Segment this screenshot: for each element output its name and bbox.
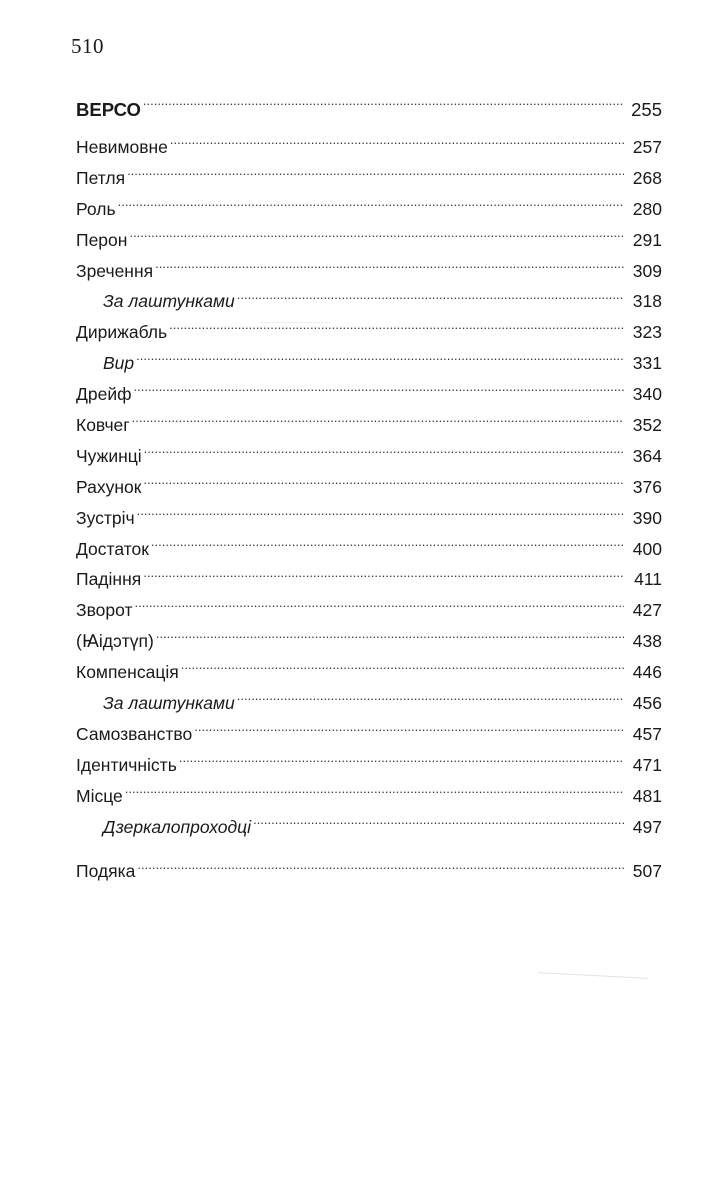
toc-entry: [76, 719, 662, 750]
leader-dots: [155, 259, 624, 277]
leader-dots: [143, 98, 624, 117]
toc-entry-title: Достаток: [76, 538, 149, 559]
leader-dots: [144, 444, 624, 462]
toc-entry-title: За лаштунками: [103, 291, 235, 312]
toc-page-number: 471: [632, 754, 662, 775]
toc-entry-title: За лаштунками: [103, 693, 235, 714]
toc-entry-title: Ковчег: [76, 415, 130, 436]
toc-page-number: 438: [632, 631, 662, 652]
toc-entry: [76, 472, 662, 503]
toc-entry-title: (Ꙗідɔтүп): [76, 631, 154, 652]
toc-entry-title: Перон: [76, 229, 128, 250]
toc-entry: [76, 256, 662, 287]
toc-entry-title: Місце: [76, 785, 123, 806]
toc-page-number: 331: [632, 353, 662, 374]
toc-entry-title: Падіння: [76, 569, 142, 590]
paper-smudge: [538, 972, 648, 979]
toc-entry: [76, 750, 662, 781]
toc-entry: [76, 781, 662, 812]
toc-entry: [76, 595, 662, 626]
toc-entry-title: Роль: [76, 198, 116, 219]
leader-dots: [170, 136, 624, 154]
toc-page-number: 456: [632, 693, 662, 714]
toc-page-number: 268: [632, 167, 662, 188]
toc-page-number: 291: [632, 229, 662, 250]
toc-page-number: 507: [632, 861, 662, 882]
toc-entry: [76, 503, 662, 534]
leader-dots: [125, 784, 624, 802]
toc-page-number: 497: [632, 816, 662, 837]
table-of-contents: [76, 92, 662, 887]
toc-entry-title: Дрейф: [76, 384, 132, 405]
toc-page-number: 457: [632, 723, 662, 744]
toc-entry-title: Самозванство: [76, 723, 193, 744]
leader-dots: [118, 197, 624, 215]
toc-entry: [76, 564, 662, 595]
toc-page-number: 390: [632, 507, 662, 528]
leader-dots: [137, 506, 624, 524]
toc-page-number: 446: [632, 662, 662, 683]
leader-dots: [132, 414, 624, 432]
toc-entry: [76, 410, 662, 441]
toc-entry-title: Рахунок: [76, 476, 142, 497]
leader-dots: [237, 692, 624, 710]
toc-subentry: [76, 688, 662, 719]
toc-entry: [76, 194, 662, 225]
leader-dots: [151, 537, 624, 555]
leader-dots: [156, 630, 624, 648]
toc-page-number: 323: [632, 322, 662, 343]
toc-page-number: 257: [632, 137, 662, 157]
leader-dots: [137, 860, 624, 878]
leader-dots: [253, 815, 624, 833]
leader-dots: [129, 228, 624, 246]
toc-entry: [76, 534, 662, 565]
leader-dots: [143, 475, 624, 493]
toc-entry-title: Подяка: [76, 861, 136, 882]
toc-entry-title: Компенсація: [76, 662, 179, 683]
toc-entry-title: Зустріч: [76, 507, 135, 528]
leader-dots: [136, 352, 624, 370]
toc-page-number: 318: [632, 291, 662, 312]
toc-entry-title: Ідентичність: [76, 754, 177, 775]
toc-page-number: 340: [632, 384, 662, 405]
leader-dots: [179, 753, 624, 771]
leader-dots: [143, 568, 624, 586]
toc-entry-title: Невимовне: [76, 137, 168, 157]
paper-smudge: [260, 322, 330, 323]
toc-entry: [76, 657, 662, 688]
toc-page-number: 255: [631, 99, 662, 120]
toc-entry: [76, 379, 662, 410]
toc-entry-title: Зворот: [76, 600, 133, 621]
toc-entry: [76, 132, 662, 163]
toc-entry-title: Дирижабль: [76, 322, 168, 343]
toc-subentry: [76, 812, 662, 843]
leader-dots: [194, 722, 624, 740]
leader-dots: [169, 321, 624, 339]
toc-entry: [76, 626, 662, 657]
toc-entry: [76, 225, 662, 256]
toc-page-number: 309: [632, 260, 662, 281]
toc-page-number: 352: [632, 415, 662, 436]
toc-entry: [76, 317, 662, 348]
toc-entry: [76, 441, 662, 472]
toc-entry-title: Вир: [103, 353, 135, 374]
toc-entry-title: Зречення: [76, 260, 154, 281]
toc-entry-title: Петля: [76, 167, 126, 188]
toc-page-number: 280: [632, 198, 662, 219]
toc-page-number: 400: [632, 538, 662, 559]
toc-page-number: 411: [634, 569, 662, 590]
leader-dots: [134, 383, 625, 401]
toc-subentry: [76, 348, 662, 379]
leader-dots: [127, 166, 624, 184]
toc-section-verso: [76, 92, 662, 132]
toc-page-number: 364: [632, 445, 662, 466]
toc-subentry: [76, 286, 662, 317]
page-number: 510: [71, 34, 104, 58]
toc-page-number: 481: [632, 785, 662, 806]
leader-dots: [135, 599, 625, 617]
toc-page-number: 427: [632, 600, 662, 621]
toc-page-number: 376: [632, 476, 662, 497]
toc-entry-title: Чужинці: [76, 445, 142, 466]
leader-dots: [237, 290, 624, 308]
toc-section-title: ВЕРСО: [76, 99, 141, 120]
toc-entry-acknowledgements: [76, 856, 662, 887]
toc-entry-title: Дзеркалопроходці: [103, 816, 252, 837]
toc-entry: [76, 163, 662, 194]
leader-dots: [181, 661, 624, 679]
